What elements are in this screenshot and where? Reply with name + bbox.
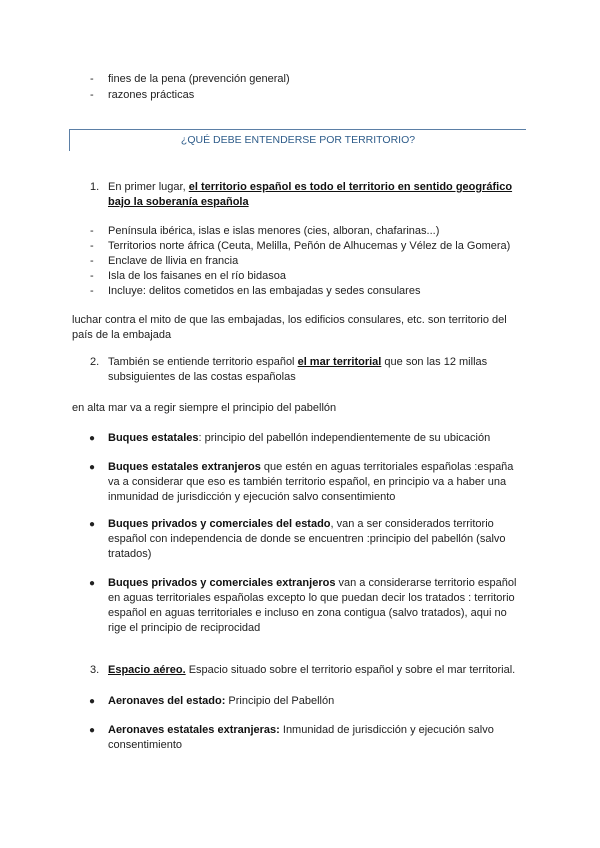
- list-item: [108, 431, 528, 446]
- item-number: 1.: [90, 181, 100, 193]
- item-2-intro: También se entiende territorio español: [108, 356, 295, 368]
- aircraft-description: Principio del Pabellón: [225, 695, 335, 707]
- section-heading: ¿QUÉ DEBE ENTENDERSE POR TERRITORIO?: [180, 134, 416, 146]
- item-1-bold: el territorio español es todo el territorio en sentido geográfico bajo la soberanía española: [108, 181, 513, 208]
- item-2-rest: que son las 12 millas subsiguientes de las costas españolas: [108, 356, 488, 383]
- aircraft-type: Aeronaves estatales extranjeras:: [108, 724, 280, 736]
- bullet-icon: ●: [89, 462, 96, 473]
- list-item: fines de la pena (prevención general): [108, 73, 290, 85]
- item-1-intro: En primer lugar,: [108, 181, 186, 193]
- item-3-rest: Espacio situado sobre el territorio español y sobre el mar territorial.: [185, 664, 516, 676]
- item-number: 3.: [90, 664, 100, 676]
- list-item: Isla de los faisanes en el río bidasoa: [108, 270, 286, 282]
- ship-description: que estén en aguas territoriales españolas :españa va a considerar que eso es también territorio español, en principio va a haber una inmunidad de jurisdicción y ejecución salvo consentimiento: [108, 461, 514, 503]
- dash-marker: -: [90, 73, 94, 85]
- bullet-icon: ●: [89, 433, 96, 444]
- dash-marker: -: [90, 270, 94, 282]
- aircraft-description: Inmunidad de jurisdicción y ejecución salvo consentimiento: [108, 724, 494, 751]
- bullet-icon: ●: [89, 519, 96, 530]
- bullet-icon: ●: [89, 696, 96, 707]
- aircraft-type: Aeronaves del estado:: [108, 695, 226, 707]
- item-2-bold: el mar territorial: [297, 356, 382, 368]
- dash-marker: -: [90, 255, 94, 267]
- item-2-text: [108, 355, 528, 385]
- list-item: Territorios norte áfrica (Ceuta, Melilla, Peñón de Alhucemas y Vélez de la Gomera): [108, 240, 511, 252]
- item-3-bold: Espacio aéreo.: [108, 664, 186, 676]
- list-item: [108, 723, 528, 753]
- list-item: razones prácticas: [108, 89, 195, 101]
- item-3-text: [108, 663, 538, 678]
- ship-type: Buques estatales extranjeros: [108, 461, 261, 473]
- ship-type: Buques privados y comerciales del estado: [108, 518, 331, 530]
- item-1-text: [108, 180, 528, 210]
- ship-type: Buques privados y comerciales extranjeros: [108, 577, 336, 589]
- list-item: [108, 576, 528, 636]
- list-item: [108, 694, 528, 709]
- paragraph: luchar contra el mito de que las embajadas, los edificios consulares, etc. son territorio del país de la embajada: [72, 314, 507, 341]
- list-item: Incluye: delitos cometidos en las embajadas y sedes consulares: [108, 285, 421, 297]
- item-number: 2.: [90, 356, 100, 368]
- dash-marker: -: [90, 240, 94, 252]
- paragraph: en alta mar va a regir siempre el principio del pabellón: [72, 402, 337, 414]
- dash-marker: -: [90, 285, 94, 297]
- dash-marker: -: [90, 225, 94, 237]
- list-item: Enclave de llivia en francia: [108, 255, 239, 267]
- dash-marker: -: [90, 89, 94, 101]
- ship-description: van a considerarse territorio español en aguas territoriales españolas excepto lo que puedan decir los tratados : territorio español en aguas territoriales e incluso en zona contigua (salvo tratados), aqui no rige el principio de reciprocidad: [108, 577, 517, 634]
- ship-type: Buques estatales: [108, 432, 199, 444]
- section-heading-box: [69, 129, 526, 151]
- bullet-icon: ●: [89, 725, 96, 736]
- list-item: [108, 460, 528, 505]
- ship-description: : principio del pabellón independientemente de su ubicación: [198, 432, 491, 444]
- list-item: [108, 517, 528, 562]
- ship-description: , van a ser considerados territorio español con independencia de donde se encuentren :principio del pabellón (salvo tratados): [108, 518, 506, 560]
- bullet-icon: ●: [89, 578, 96, 589]
- list-item: Península ibérica, islas e islas menores (cies, alboran, chafarinas...): [108, 225, 440, 237]
